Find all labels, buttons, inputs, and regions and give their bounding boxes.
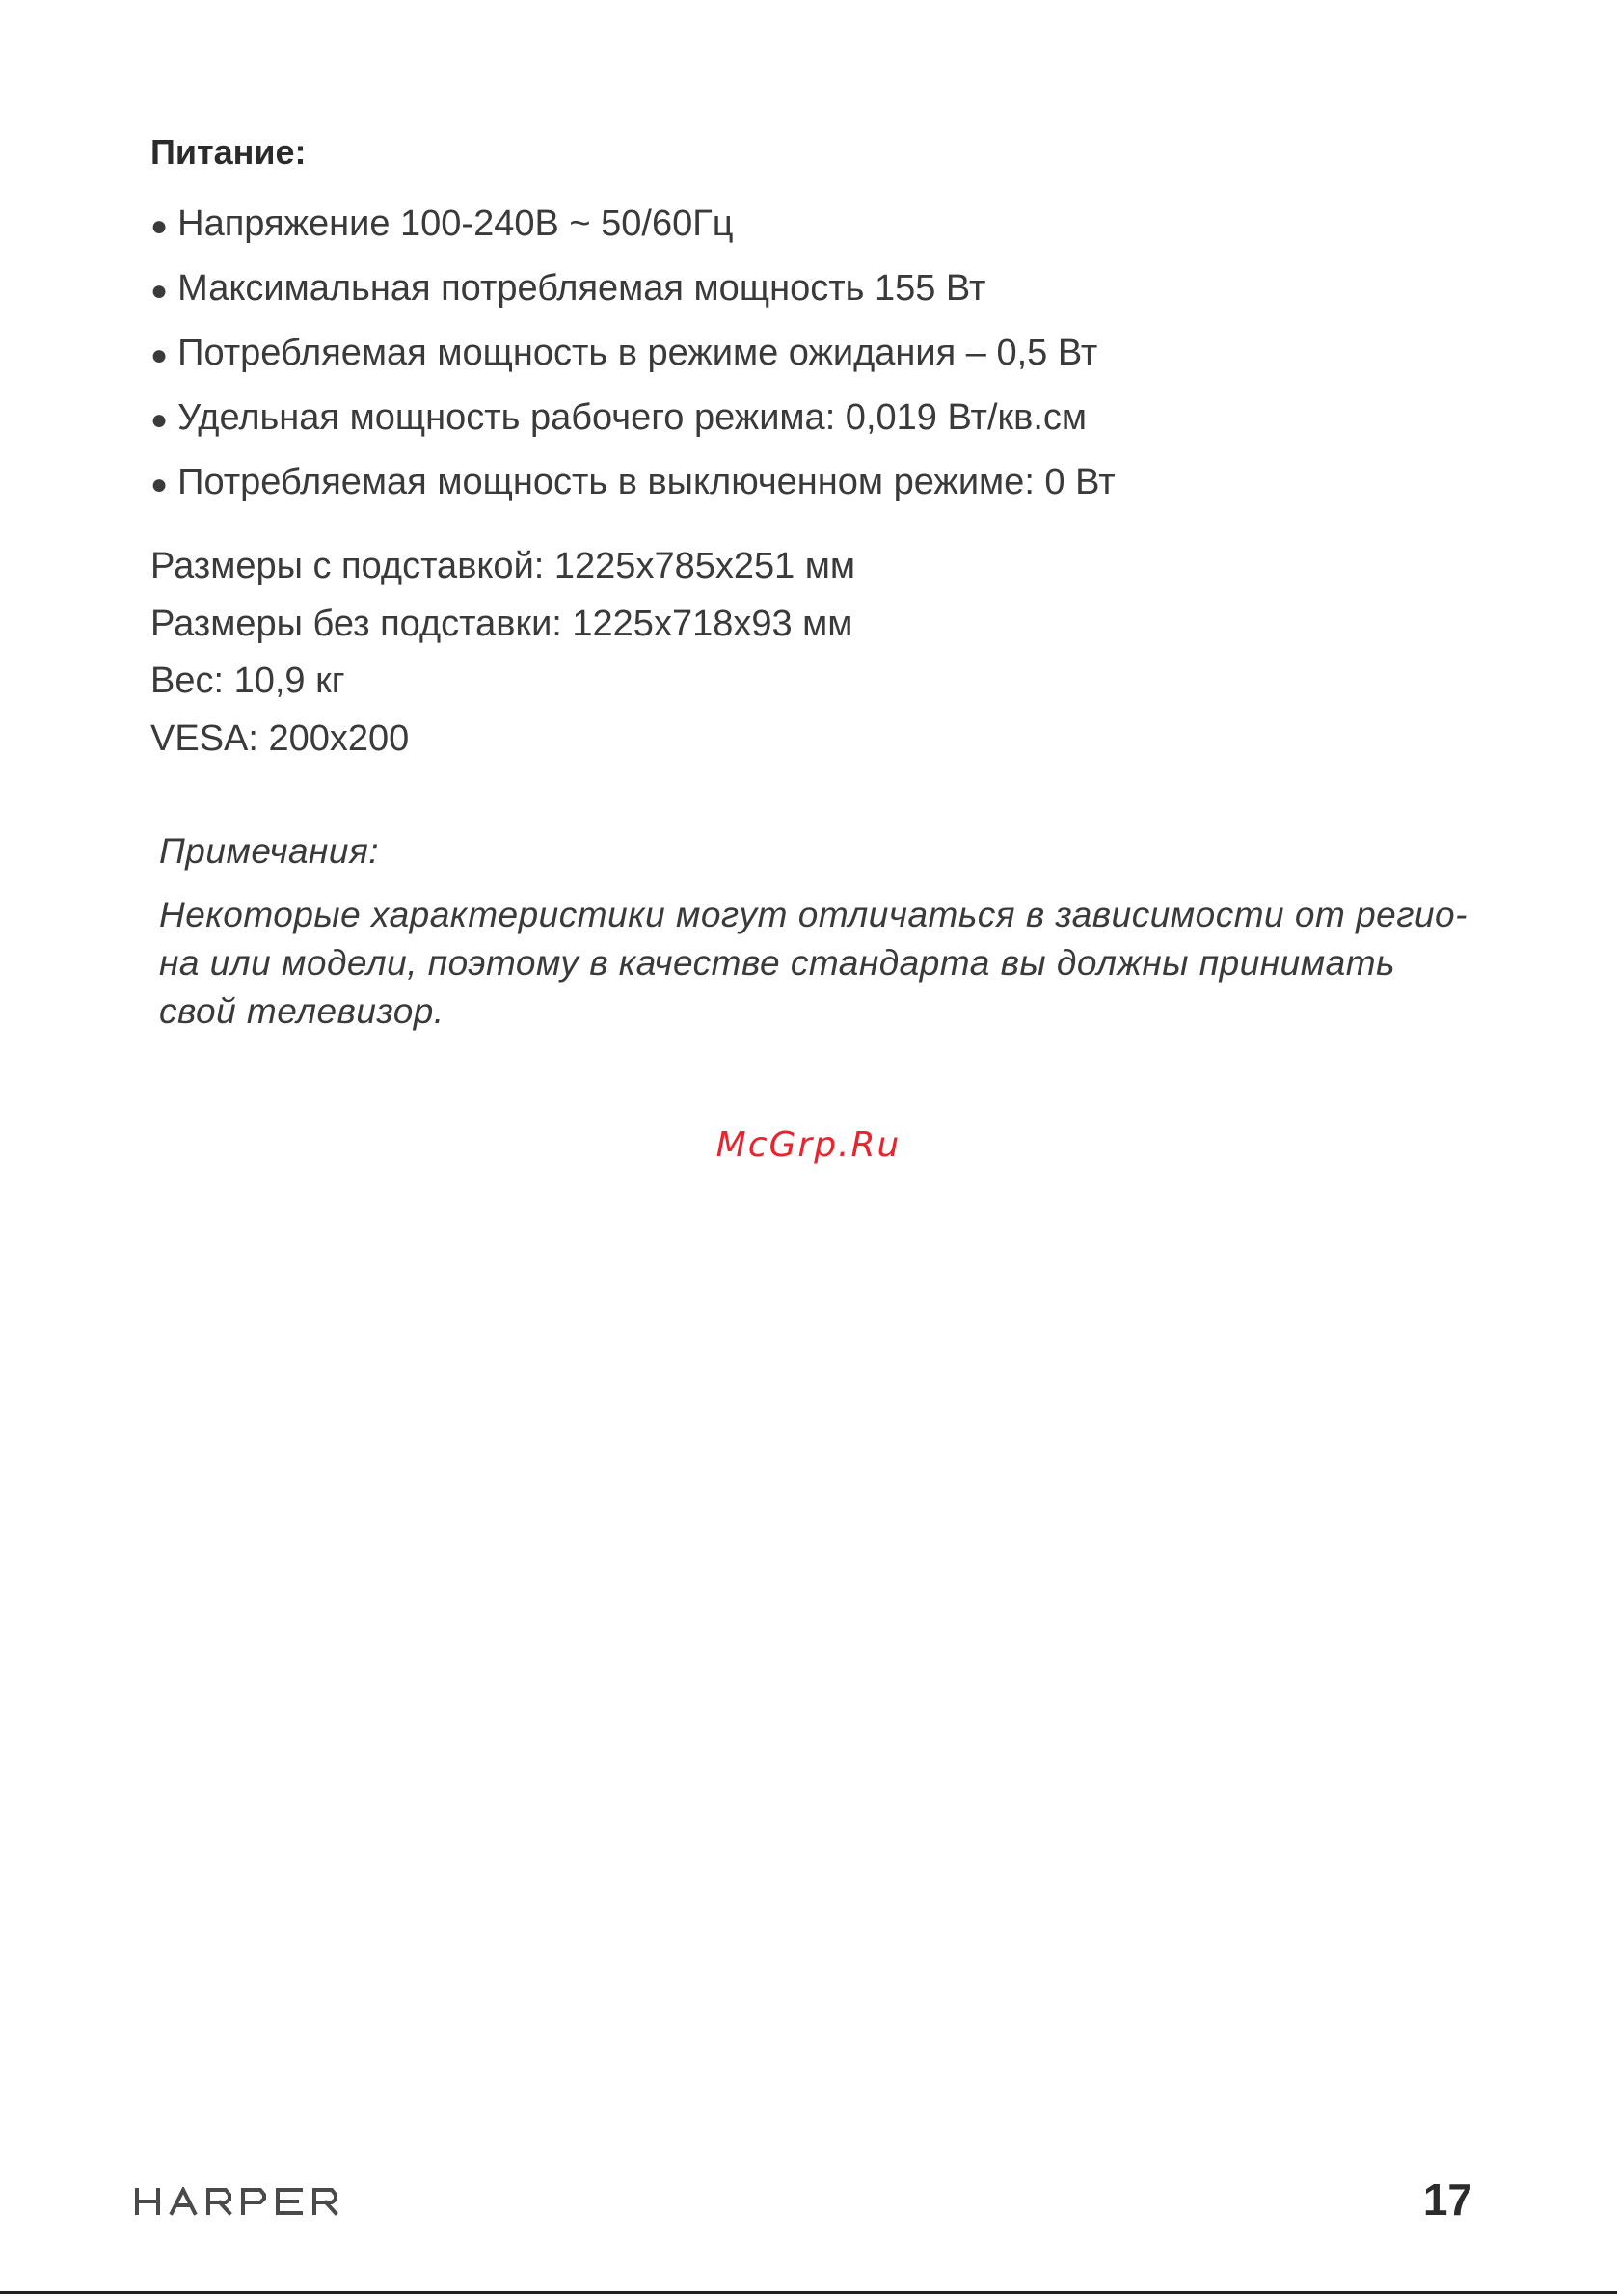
spec-weight: Вес: 10,9 кг [150,661,345,701]
power-list [150,193,1500,516]
harper-logo-icon [133,2187,343,2216]
harper-logo [133,2187,343,2216]
specs-section [150,538,1500,768]
watermark-link[interactable]: McGrp.Ru [715,1125,902,1165]
list-item [150,387,1500,451]
power-item-off: Потребляемая мощность в выключенном режиме: 0 Вт [177,462,1116,502]
bottom-divider [0,2291,1617,2294]
power-title: Питание: [150,132,307,172]
list-item [150,322,1500,387]
spec-size-without-stand: Размеры без подставки: 1225x718x93 мм [150,603,853,644]
bullet-icon: ● [150,275,169,307]
bullet-icon: ● [150,339,169,371]
power-item-specific: Удельная мощность рабочего режима: 0,019 Вт/кв.см [177,397,1087,438]
bullet-icon: ● [150,469,169,500]
notes-section [159,827,1470,1036]
list-item [150,451,1500,516]
power-item-voltage: Напряжение 100-240В ~ 50/60Гц [177,203,734,244]
power-item-standby: Потребляемая мощность в режиме ожидания – 0,5 Вт [177,333,1098,373]
list-item [150,257,1500,322]
spec-vesa: VESA: 200x200 [150,717,410,759]
bullet-icon: ● [150,210,169,242]
spec-size-with-stand: Размеры с подставкой: 1225x785x251 мм [150,546,856,586]
power-section [150,127,1500,516]
notes-title: Примечания: [159,831,380,871]
notes-body: Некоторые характеристики могут отличаться в зависимости от регио-на или модели, поэтому в качестве стандарта вы должны принимать свой телевизор. [159,895,1468,1031]
list-item [150,193,1500,257]
power-item-max: Максимальная потребляемая мощность 155 Вт [177,268,986,309]
bullet-icon: ● [150,404,169,436]
page-number: 17 [1422,2174,1472,2225]
